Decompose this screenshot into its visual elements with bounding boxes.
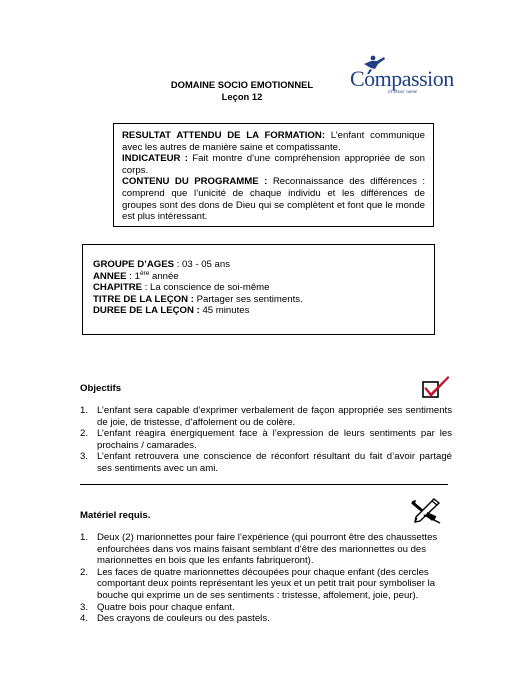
domain-title: DOMAINE SOCIO EMOTIONNEL — [170, 79, 314, 90]
groupe-value: : 03 - 05 ans — [174, 259, 231, 270]
list-text: L’enfant retrouvera une conscience de réconfort résultant du fait d’avoir partagé ses sentiments avec un ami. — [97, 451, 452, 474]
indicateur-text: Fait montre d’une compréhension appropriée de son corps. — [122, 153, 425, 176]
document-header — [142, 79, 342, 103]
titre-label: TITRE DE LA LEÇON : — [93, 293, 194, 305]
titre-line — [93, 294, 425, 306]
learning-outcome-box — [113, 123, 434, 227]
indicateur-paragraph — [122, 153, 425, 176]
groupe-label: GROUPE D’AGES — [93, 259, 175, 270]
list-item — [80, 532, 448, 567]
chapitre-value: : La conscience de soi-même — [142, 282, 270, 294]
list-item — [80, 405, 452, 428]
pencil-tools-icon — [410, 497, 442, 525]
chapitre-label: CHAPITRE — [93, 282, 143, 294]
duree-line — [93, 305, 425, 317]
list-number: 3. — [80, 451, 89, 463]
list-text: L’enfant réagira énergiquement face à l’expression de leurs sentiments par les prochains / camarades. — [97, 428, 452, 451]
list-item — [80, 613, 448, 625]
list-text: Deux (2) marionnettes pour faire l’expérience (qui pourront être des chaussettes enfourchées dans vos mains faisant semblant d’être des marionnettes ou des marionnettes en bois que les enfants fabriqueront). — [97, 532, 438, 567]
list-number: 1. — [80, 405, 89, 416]
list-number: 1. — [80, 532, 89, 543]
contenu-label: CONTENU DU PROGRAMME : — [122, 176, 268, 188]
resultat-paragraph — [122, 130, 425, 153]
contenu-text: Reconnaissance des différences : comprend que l’unicité de chaque individu et les différences de groupes sont des dons de Dieu qui se complètent et font que le monde est plus intéressant. — [122, 176, 426, 223]
list-number: 4. — [80, 613, 89, 625]
titre-value: Partager ses sentiments. — [193, 293, 303, 305]
objectifs-list — [80, 405, 452, 475]
resultat-label: RESULTAT ATTENDU DE LA FORMATION: — [122, 130, 326, 141]
annee-line — [93, 271, 425, 283]
section-divider — [80, 484, 448, 485]
list-item — [80, 428, 452, 451]
materiel-list — [80, 532, 448, 625]
lesson-info-box — [82, 244, 435, 335]
lesson-number: Leçon 12 — [221, 91, 263, 102]
contenu-paragraph — [122, 176, 425, 222]
list-item — [80, 567, 448, 602]
checkbox-check-icon — [421, 374, 451, 400]
compassion-logo — [340, 52, 462, 98]
svg-text:Compassion: Compassion — [350, 66, 454, 91]
duree-value: 45 minutes — [199, 305, 250, 317]
materiel-title: Matériel requis. — [80, 510, 151, 521]
list-number: 3. — [80, 601, 89, 613]
svg-text:in Jesus' name: in Jesus' name — [388, 90, 418, 95]
list-text: L’enfant sera capable d’exprimer verbalement de façon appropriée ses sentiments de joie, de tristesse, d’affolement ou de colère. — [97, 405, 452, 428]
list-item — [80, 451, 452, 474]
annee-value: : 1 — [126, 270, 140, 282]
list-number: 2. — [80, 566, 89, 578]
chapitre-line — [93, 282, 425, 294]
indicateur-label: INDICATEUR : — [122, 153, 188, 165]
annee-superscript: ère — [139, 269, 150, 277]
duree-label: DUREE DE LA LEÇON : — [93, 305, 200, 317]
resultat-text: L’enfant communique avec les autres de manière saine et compatissante. — [122, 130, 425, 153]
list-text: Les faces de quatre marionnettes découpées pour chaque enfant (des cercles comportant deux points représentant les yeux et un petit trait pour symboliser la bouche qui exprime un de ses sentiments : tristesse, affolement, joie, peur). — [97, 566, 436, 601]
list-text: Quatre bois pour chaque enfant. — [97, 601, 235, 613]
list-text: Des crayons de couleurs ou des pastels. — [97, 613, 270, 625]
list-number: 2. — [80, 428, 89, 440]
annee-suffix: année — [149, 270, 179, 282]
list-item — [80, 602, 448, 614]
annee-label: ANNEE — [93, 270, 127, 282]
objectifs-title: Objectifs — [80, 383, 122, 394]
